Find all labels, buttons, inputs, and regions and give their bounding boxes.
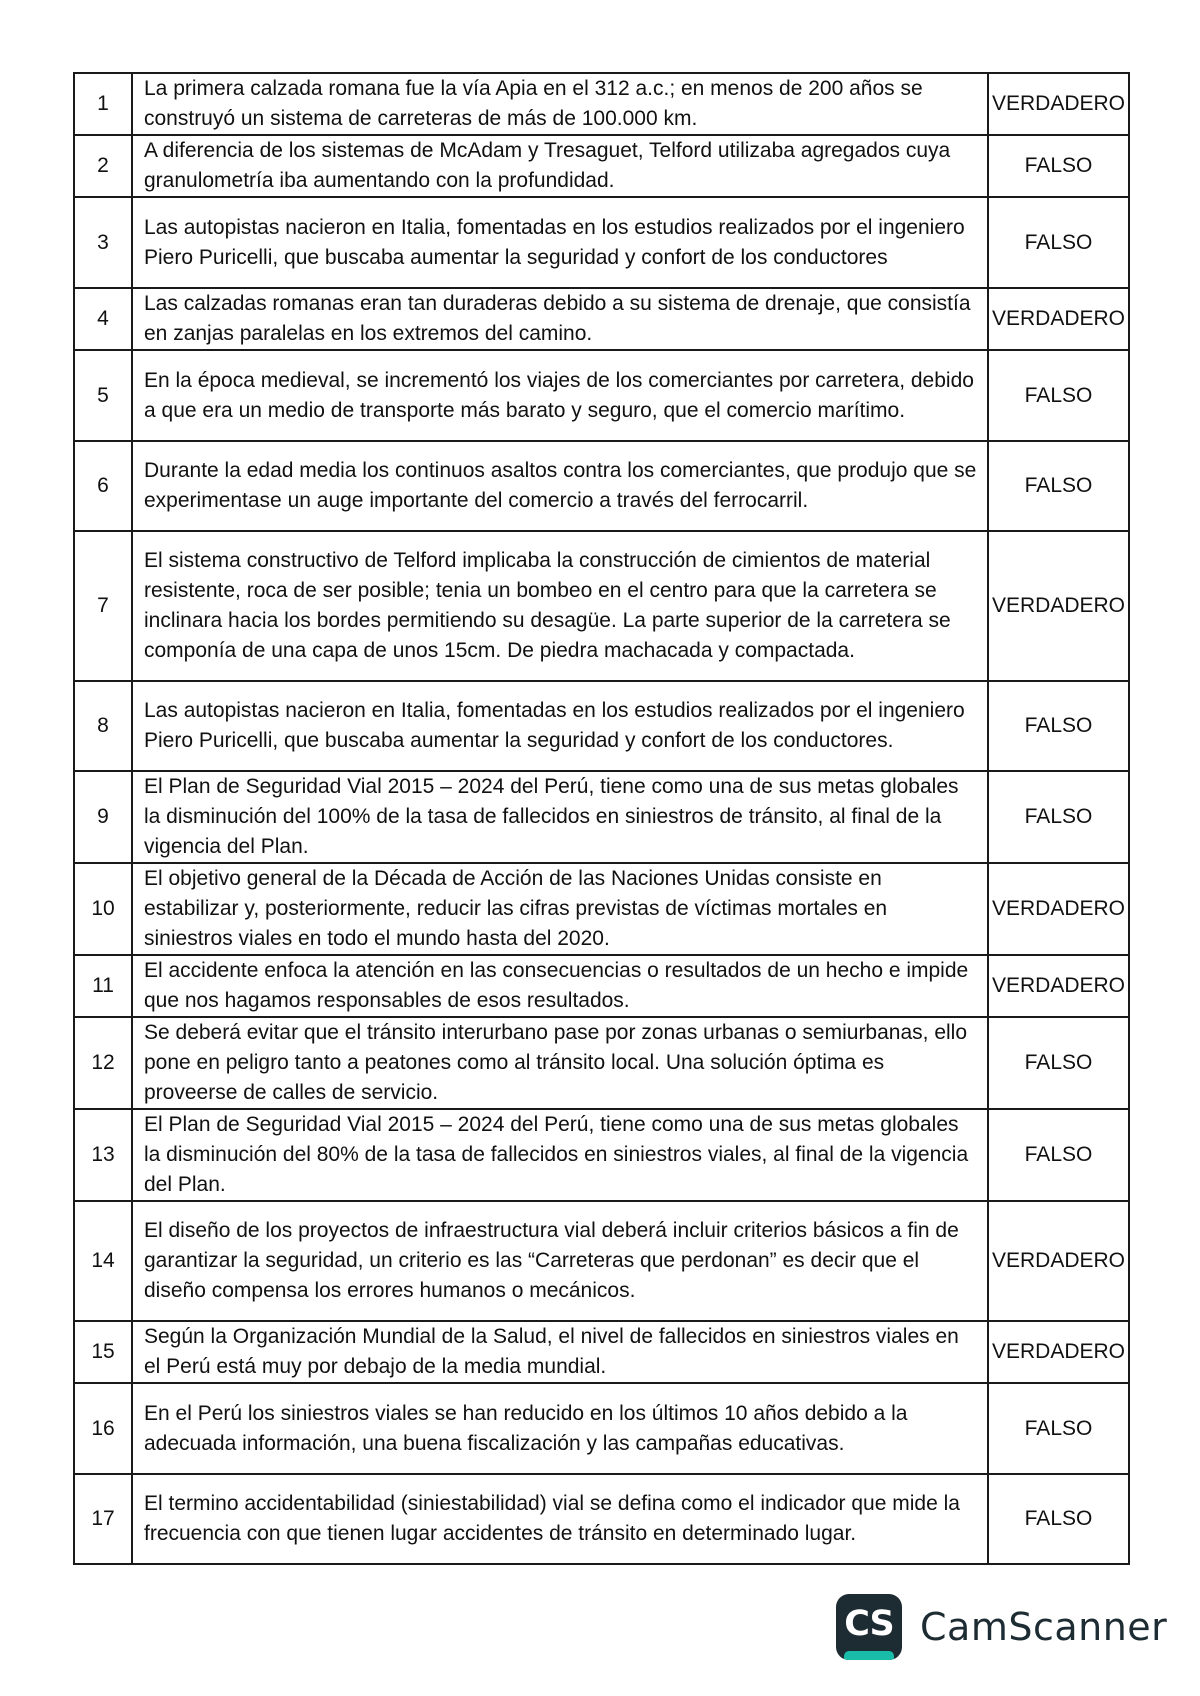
answer-cell: FALSO [988, 1383, 1129, 1474]
table-row [74, 1321, 1129, 1383]
answer-cell: FALSO [988, 1109, 1129, 1201]
row-number: 3 [74, 197, 132, 288]
row-number: 1 [74, 73, 132, 135]
statement-text: Según la Organización Mundial de la Salud, el nivel de fallecidos en siniestros viales en el Perú está muy por debajo de la media mundial. [132, 1321, 988, 1383]
statement-text: El sistema constructivo de Telford implicaba la construcción de cimientos de material resistente, roca de ser posible; tenia un bombeo en el centro para que la carretera se inclinara hacia los bordes permitiendo su desagüe. La parte superior de la carretera se componía de una capa de unos 15cm. De piedra machacada y compactada. [132, 531, 988, 681]
answer-cell: VERDADERO [988, 531, 1129, 681]
table-row [74, 288, 1129, 350]
row-number: 12 [74, 1017, 132, 1109]
statement-text: El objetivo general de la Década de Acción de las Naciones Unidas consiste en estabilizar y, posteriormente, reducir las cifras previstas de víctimas mortales en siniestros viales en todo el mundo hasta del 2020. [132, 863, 988, 955]
statement-text: A diferencia de los sistemas de McAdam y Tresaguet, Telford utilizaba agregados cuya granulometría iba aumentando con la profundidad. [132, 135, 988, 197]
row-number: 16 [74, 1383, 132, 1474]
table-row [74, 135, 1129, 197]
statement-text: El diseño de los proyectos de infraestructura vial deberá incluir criterios básicos a fin de garantizar la seguridad, un criterio es las “Carreteras que perdonan” es decir que el diseño compensa los errores humanos o mecánicos. [132, 1201, 988, 1321]
row-number: 5 [74, 350, 132, 441]
table-row [74, 73, 1129, 135]
statement-text: La primera calzada romana fue la vía Apia en el 312 a.c.; en menos de 200 años se construyó un sistema de carreteras de más de 100.000 km. [132, 73, 988, 135]
answer-cell: VERDADERO [988, 1201, 1129, 1321]
answer-cell: FALSO [988, 350, 1129, 441]
statement-text: En la época medieval, se incrementó los viajes de los comerciantes por carretera, debido a que era un medio de transporte más barato y seguro, que el comercio marítimo. [132, 350, 988, 441]
row-number: 13 [74, 1109, 132, 1201]
table-row [74, 1109, 1129, 1201]
table-row [74, 1017, 1129, 1109]
statement-text: El accidente enfoca la atención en las consecuencias o resultados de un hecho e impide que nos hagamos responsables de esos resultados. [132, 955, 988, 1017]
table-row [74, 531, 1129, 681]
table-row [74, 1383, 1129, 1474]
brand-name: CamScanner [920, 1605, 1168, 1649]
table-row [74, 1201, 1129, 1321]
table-row [74, 197, 1129, 288]
answer-cell: VERDADERO [988, 73, 1129, 135]
answer-cell: FALSO [988, 441, 1129, 531]
row-number: 15 [74, 1321, 132, 1383]
answer-cell: FALSO [988, 135, 1129, 197]
row-number: 11 [74, 955, 132, 1017]
statement-text: Las calzadas romanas eran tan duraderas debido a su sistema de drenaje, que consistía en zanjas paralelas en los extremos del camino. [132, 288, 988, 350]
statement-text: El Plan de Seguridad Vial 2015 – 2024 del Perú, tiene como una de sus metas globales la disminución del 80% de la tasa de fallecidos en siniestros viales, al final de la vigencia del Plan. [132, 1109, 988, 1201]
row-number: 4 [74, 288, 132, 350]
statement-text: Durante la edad media los continuos asaltos contra los comerciantes, que produjo que se experimentase un auge importante del comercio a través del ferrocarril. [132, 441, 988, 531]
row-number: 10 [74, 863, 132, 955]
statement-text: Las autopistas nacieron en Italia, fomentadas en los estudios realizados por el ingeniero Piero Puricelli, que buscaba aumentar la seguridad y confort de los conductores [132, 197, 988, 288]
table-row [74, 771, 1129, 863]
answer-cell: FALSO [988, 197, 1129, 288]
table-row [74, 863, 1129, 955]
answer-cell: FALSO [988, 1474, 1129, 1564]
row-number: 17 [74, 1474, 132, 1564]
answer-cell: VERDADERO [988, 288, 1129, 350]
statement-text: El Plan de Seguridad Vial 2015 – 2024 del Perú, tiene como una de sus metas globales la disminución del 100% de la tasa de fallecidos en siniestros de tránsito, al final de la vigencia del Plan. [132, 771, 988, 863]
camscanner-logo-icon [836, 1594, 902, 1660]
answer-cell: FALSO [988, 1017, 1129, 1109]
camscanner-watermark [836, 1592, 1167, 1662]
table-row [74, 441, 1129, 531]
table-row [74, 955, 1129, 1017]
statement-text: El termino accidentabilidad (siniestabilidad) vial se defina como el indicador que mide la frecuencia con que tienen lugar accidentes de tránsito en determinado lugar. [132, 1474, 988, 1564]
answer-cell: FALSO [988, 681, 1129, 771]
row-number: 6 [74, 441, 132, 531]
statement-text: Se deberá evitar que el tránsito interurbano pase por zonas urbanas o semiurbanas, ello pone en peligro tanto a peatones como al tránsito local. Una solución óptima es proveerse de calles de servicio. [132, 1017, 988, 1109]
row-number: 9 [74, 771, 132, 863]
statement-text: Las autopistas nacieron en Italia, fomentadas en los estudios realizados por el ingeniero Piero Puricelli, que buscaba aumentar la seguridad y confort de los conductores. [132, 681, 988, 771]
statement-text: En el Perú los siniestros viales se han reducido en los últimos 10 años debido a la adecuada información, una buena fiscalización y las campañas educativas. [132, 1383, 988, 1474]
table-row [74, 1474, 1129, 1564]
logo-accent-bar [844, 1651, 894, 1660]
row-number: 7 [74, 531, 132, 681]
row-number: 8 [74, 681, 132, 771]
table-row [74, 350, 1129, 441]
row-number: 14 [74, 1201, 132, 1321]
row-number: 2 [74, 135, 132, 197]
logo-badge-text: CS [844, 1604, 894, 1644]
answer-cell: FALSO [988, 771, 1129, 863]
true-false-table [73, 72, 1130, 1565]
table-row [74, 681, 1129, 771]
answer-cell: VERDADERO [988, 955, 1129, 1017]
answer-cell: VERDADERO [988, 863, 1129, 955]
answer-cell: VERDADERO [988, 1321, 1129, 1383]
